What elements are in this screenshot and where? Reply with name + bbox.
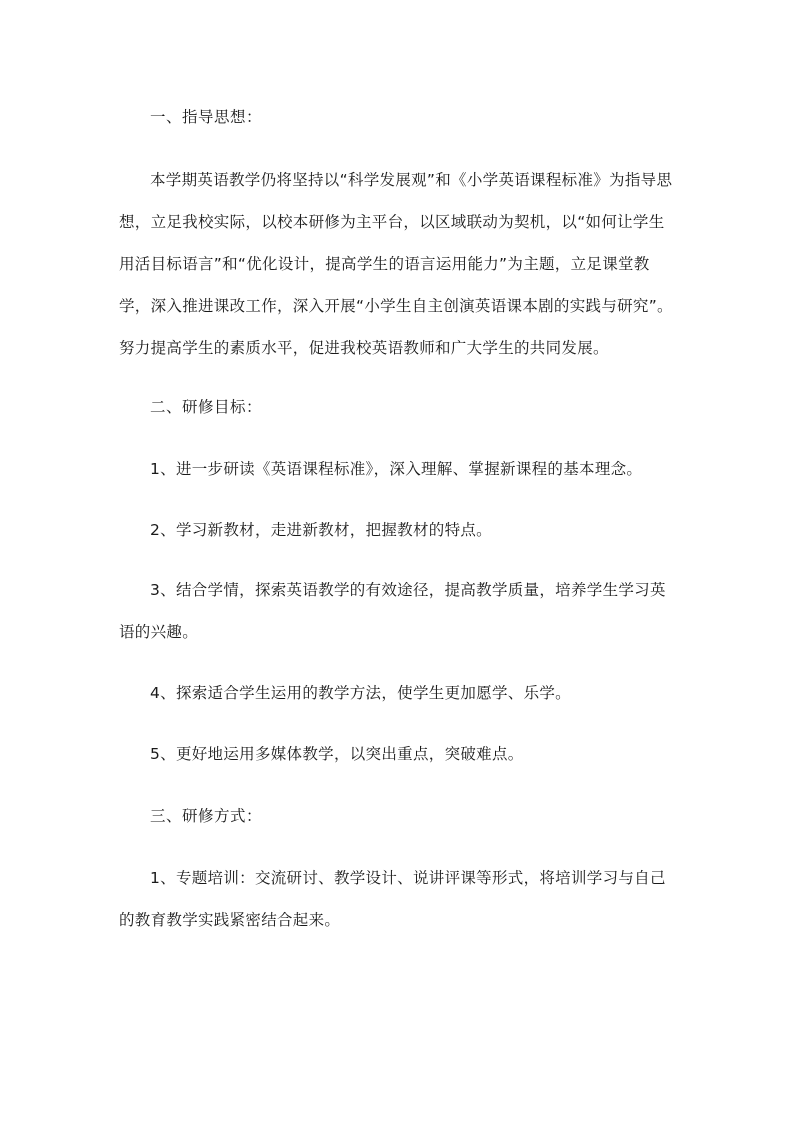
section-heading-training-goals: 二、研修目标： bbox=[150, 398, 263, 416]
paragraph-guiding-ideology: 本学期英语教学仍将坚持以“科学发展观”和《小学英语课程标准》为指导思想，立足我校实际，以校本研修为主平台，以区域联动为契机，以“如何让学生用活目标语言”和“优化设计，提高学生的语言运用能力”为主题，立足课堂教学，深入推进课改工作，深入开展“小学生自主创演英语课本剧的实践与研究”。努力提高学生的素质水平，促进我校英语教师和广大学生的共同发展。 bbox=[119, 171, 673, 357]
list-item-method-1: 1、专题培训：交流研讨、教学设计、说讲评课等形式，将培训学习与自己的教育教学实践紧密结合起来。 bbox=[119, 869, 666, 929]
list-item-goal-5: 5、更好地运用多媒体教学，以突出重点，突破难点。 bbox=[150, 745, 524, 763]
section-heading-training-methods: 三、研修方式： bbox=[150, 807, 263, 825]
list-item-goal-3: 3、结合学情，探索英语教学的有效途径，提高教学质量，培养学生学习英语的兴趣。 bbox=[119, 581, 666, 641]
list-item-goal-4: 4、探索适合学生运用的教学方法，使学生更加愿学、乐学。 bbox=[150, 684, 571, 702]
list-item-goal-2: 2、学习新教材，走进新教材，把握教材的特点。 bbox=[150, 521, 492, 539]
list-item-goal-1: 1、进一步研读《英语课程标准》，深入理解、掌握新课程的基本理念。 bbox=[150, 460, 643, 478]
section-heading-guiding-ideology: 一、指导思想： bbox=[150, 108, 263, 126]
